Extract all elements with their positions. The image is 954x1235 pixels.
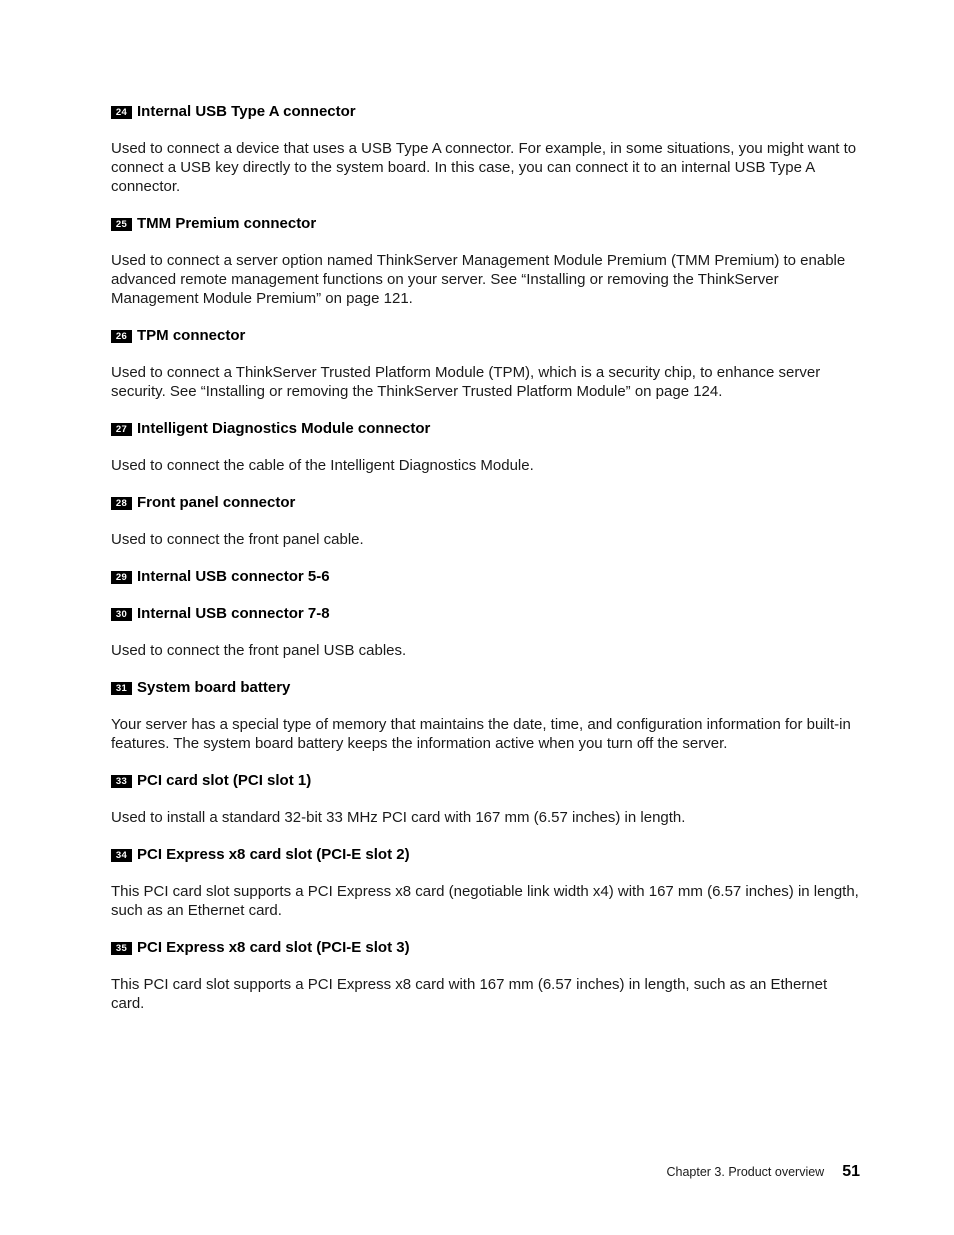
section-body: Used to connect a ThinkServer Trusted Platform Module (TPM), which is a security chip, to enhance server security. See “Installing or removing the ThinkServer Trusted Platform Module” on page 124. (111, 364, 821, 400)
section-30 (111, 604, 863, 678)
section-title: PCI Express x8 card slot (PCI-E slot 3) (137, 939, 410, 956)
page-footer (666, 1163, 860, 1181)
section-title: Internal USB connector 5-6 (137, 568, 330, 585)
page-content (111, 102, 863, 1013)
callout-number-badge: 31 (111, 682, 132, 695)
section-title: TPM connector (137, 327, 246, 344)
callout-number-badge: 30 (111, 608, 132, 621)
section-heading (111, 845, 863, 864)
section-heading (111, 678, 863, 697)
section-body: Used to connect the front panel USB cables. (111, 642, 407, 659)
section-heading (111, 326, 863, 345)
callout-number-badge: 24 (111, 106, 132, 119)
section-title: PCI Express x8 card slot (PCI-E slot 2) (137, 846, 410, 863)
callout-number-badge: 26 (111, 330, 132, 343)
section-35 (111, 938, 863, 1013)
section-29 (111, 567, 863, 604)
section-body: Used to connect the front panel cable. (111, 531, 364, 548)
section-title: Front panel connector (137, 494, 296, 511)
section-heading (111, 214, 863, 233)
callout-number-badge: 28 (111, 497, 132, 510)
section-25 (111, 214, 863, 326)
callout-number-badge: 27 (111, 423, 132, 436)
section-body: This PCI card slot supports a PCI Express x8 card (negotiable link width x4) with 167 mm (6.57 inches) in length, such as an Ethernet card. (111, 883, 859, 919)
section-26 (111, 326, 863, 419)
section-body: Used to install a standard 32-bit 33 MHz PCI card with 167 mm (6.57 inches) in length. (111, 809, 686, 826)
section-31 (111, 678, 863, 771)
section-heading (111, 604, 863, 623)
section-heading (111, 771, 863, 790)
footer-chapter-title: Chapter 3. Product overview (666, 1165, 825, 1179)
section-title: System board battery (137, 679, 291, 696)
section-heading (111, 102, 863, 121)
section-34 (111, 845, 863, 938)
section-28 (111, 493, 863, 567)
callout-number-badge: 35 (111, 942, 132, 955)
section-heading (111, 938, 863, 957)
page-number: 51 (842, 1163, 860, 1180)
callout-number-badge: 33 (111, 775, 132, 788)
section-33 (111, 771, 863, 845)
callout-number-badge: 25 (111, 218, 132, 231)
section-title: Internal USB Type A connector (137, 103, 356, 120)
section-title: Intelligent Diagnostics Module connector (137, 420, 431, 437)
section-body: Used to connect a device that uses a USB Type A connector. For example, in some situations, you might want to connect a USB key directly to the system board. In this case, you can connect it to an internal USB Type A connector. (111, 140, 857, 195)
section-title: PCI card slot (PCI slot 1) (137, 772, 312, 789)
section-heading (111, 567, 863, 586)
section-body: Used to connect the cable of the Intelligent Diagnostics Module. (111, 457, 534, 474)
callout-number-badge: 34 (111, 849, 132, 862)
section-27 (111, 419, 863, 493)
section-body: Your server has a special type of memory that maintains the date, time, and configuration information for built-in features. The system board battery keeps the information active when you turn off the server. (111, 716, 851, 752)
section-title: Internal USB connector 7-8 (137, 605, 330, 622)
callout-number-badge: 29 (111, 571, 132, 584)
section-body: This PCI card slot supports a PCI Express x8 card with 167 mm (6.57 inches) in length, such as an Ethernet card. (111, 976, 828, 1012)
section-heading (111, 493, 863, 512)
section-title: TMM Premium connector (137, 215, 317, 232)
section-heading (111, 419, 863, 438)
section-body: Used to connect a server option named ThinkServer Management Module Premium (TMM Premium) to enable advanced remote management functions on your server. See “Installing or removing the ThinkServer Management Module Premium” on page 121. (111, 252, 846, 307)
section-24 (111, 102, 863, 214)
